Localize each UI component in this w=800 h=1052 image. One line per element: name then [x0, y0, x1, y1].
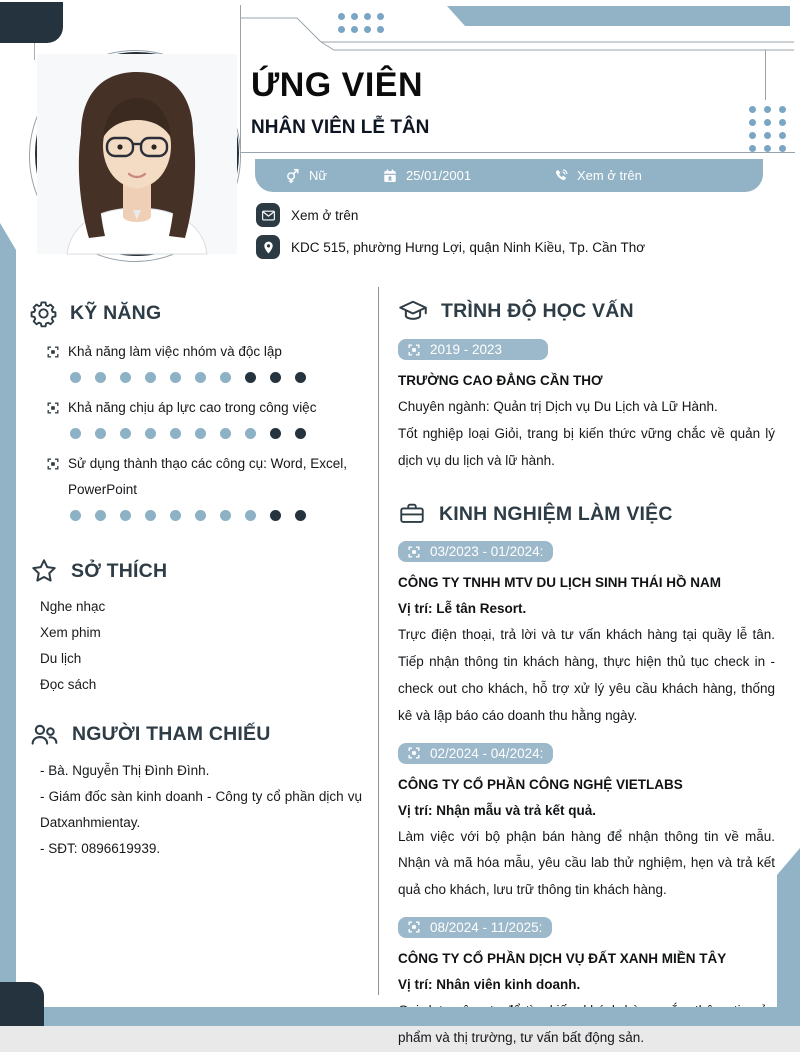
reference-line: - Giám đốc sàn kinh doanh - Công ty cổ phần dịch vụ Datxanhmientay. [40, 789, 362, 830]
skill-item [30, 395, 362, 439]
right-column [398, 296, 775, 1052]
hobbies-title: SỞ THÍCH [71, 559, 168, 582]
bullet-scan-icon [408, 344, 420, 356]
skills-header [30, 300, 362, 327]
accent-wedge-right [777, 848, 800, 1007]
hobbies-header [30, 557, 362, 585]
birthday-value: 25/01/2001 [406, 168, 472, 183]
accent-strip-left [0, 223, 16, 1010]
address-row [256, 235, 645, 259]
education-title: TRÌNH ĐỘ HỌC VẤN [441, 299, 634, 322]
bullet-scan-icon [408, 747, 420, 759]
position: Vị trí: Nhân viên kinh doanh. [398, 976, 581, 992]
corner-shape-top-left [0, 2, 63, 43]
reference-line: - Bà. Nguyễn Thị Đình Đình. [40, 763, 210, 778]
position: Vị trí: Nhận mẫu và trả kết quả. [398, 802, 597, 818]
skill-rating-dots [30, 510, 362, 521]
hobby-item: Du lịch [40, 651, 82, 666]
decor-line [34, 43, 35, 60]
bullet-scan-icon [47, 346, 59, 365]
location-icon [256, 235, 280, 259]
gender-value: Nữ [309, 168, 328, 183]
corner-shape-bottom-left [0, 982, 44, 1026]
decor-dots-top [338, 13, 384, 33]
skills-section [30, 300, 362, 521]
experience-entry [398, 528, 775, 729]
email-icon [256, 203, 280, 227]
skill-label: Sử dụng thành thạo các công cụ: Word, Excel, PowerPoint [68, 456, 347, 497]
column-divider [378, 287, 379, 995]
birthday-item [382, 159, 471, 192]
calendar-icon [382, 168, 398, 184]
bullet-scan-icon [47, 402, 59, 421]
gender-item [284, 159, 327, 192]
candidate-job-title: NHÂN VIÊN LỄ TÂN [251, 117, 430, 138]
hobbies-list [30, 594, 362, 698]
phone-value: Xem ở trên [577, 168, 642, 183]
email-row [256, 203, 358, 227]
experience-period: 03/2023 - 01/2024: [430, 544, 544, 560]
bullet-scan-icon [47, 458, 59, 503]
experience-description: Làm việc với bộ phận bán hàng để nhận thông tin về mẫu. Nhận và mã hóa mẫu, yêu cầu lab thử nghiệm, hẹn và trả kết quả cho khách, lưu trữ thông tin khách hàng. [398, 828, 775, 898]
position: Vị trí: Lễ tân Resort. [398, 601, 527, 617]
company-name: CÔNG TY CỔ PHẦN DỊCH VỤ ĐẤT XANH MIỀN TÂY [398, 950, 727, 966]
period-badge [398, 743, 553, 764]
skill-rating-dots [30, 428, 362, 439]
company-name: CÔNG TY CỔ PHẦN CÔNG NGHỆ VIETLABS [398, 776, 683, 792]
education-header [398, 296, 775, 326]
school-name: TRƯỜNG CAO ĐẲNG CẦN THƠ [398, 373, 603, 388]
skill-label: Khả năng làm việc nhóm và độc lập [68, 344, 282, 359]
address-value: KDC 515, phường Hưng Lợi, quận Ninh Kiều, Tp. Cần Thơ [291, 239, 646, 255]
experience-entry [398, 904, 775, 1052]
left-column [30, 300, 362, 862]
experience-section [398, 500, 775, 1051]
period-badge [398, 541, 553, 562]
education-detail: Chuyên ngành: Quản trị Dịch vụ Du Lịch và Lữ Hành. [398, 399, 718, 414]
skill-rating-dots [30, 372, 362, 383]
phone-item [553, 159, 642, 192]
gear-icon [30, 300, 57, 327]
gender-icon [284, 167, 301, 184]
company-name: CÔNG TY TNHH MTV DU LỊCH SINH THÁI HỒ NAM [398, 575, 721, 591]
skills-title: KỸ NĂNG [70, 302, 162, 324]
education-section [398, 296, 775, 474]
people-icon [30, 720, 59, 749]
hobbies-section [30, 557, 362, 698]
accent-bar-bottom [0, 1007, 800, 1026]
experience-entry [398, 730, 775, 904]
email-value: Xem ở trên [291, 207, 359, 223]
bullet-scan-icon [408, 921, 420, 933]
experience-period: 02/2024 - 04/2024: [430, 745, 544, 761]
experience-title: KINH NGHIỆM LÀM VIỆC [439, 502, 673, 525]
references-text [30, 758, 362, 862]
briefcase-icon [398, 500, 426, 528]
phone-icon [553, 168, 569, 184]
info-bar [255, 159, 763, 192]
graduation-cap-icon [398, 296, 428, 326]
education-detail: Tốt nghiệp loại Giỏi, trang bị kiến thức vững chắc về quản lý dịch vụ du lịch và lữ hành. [398, 425, 775, 468]
skill-item [30, 339, 362, 383]
skill-label: Khả năng chịu áp lực cao trong công việc [68, 400, 317, 415]
experience-description: phẩm và thị trường, tư vấn bất động sản. [398, 1029, 645, 1045]
references-section [30, 720, 362, 862]
period-badge [398, 339, 548, 360]
experience-period: 08/2024 - 11/2025: [430, 919, 543, 935]
experience-header [398, 500, 775, 528]
hobby-item: Xem phim [40, 625, 101, 640]
references-title: NGƯỜI THAM CHIẾU [72, 723, 271, 745]
education-period: 2019 - 2023 [430, 342, 503, 357]
profile-photo [35, 52, 239, 256]
star-icon [30, 557, 58, 585]
hobby-item: Đọc sách [40, 677, 97, 692]
bullet-scan-icon [408, 546, 420, 558]
reference-line: - SĐT: 0896619939. [40, 841, 161, 856]
decor-dots-right [749, 106, 786, 152]
candidate-name: ỨNG VIÊN [251, 66, 424, 104]
references-header [30, 720, 362, 749]
period-badge [398, 917, 552, 938]
experience-description: Trực điện thoại, trả lời và tư vấn khách hàng tại quầy lễ tân. Tiếp nhận thông tin khách hàng, thực hiện thủ tục check in - check out cho khách, hỗ trợ xử lý yêu cầu khách hàng, thống kê và lập báo cáo doanh thu hằng ngày. [398, 627, 775, 723]
skill-item [30, 451, 362, 521]
hobby-item: Nghe nhạc [40, 599, 106, 614]
